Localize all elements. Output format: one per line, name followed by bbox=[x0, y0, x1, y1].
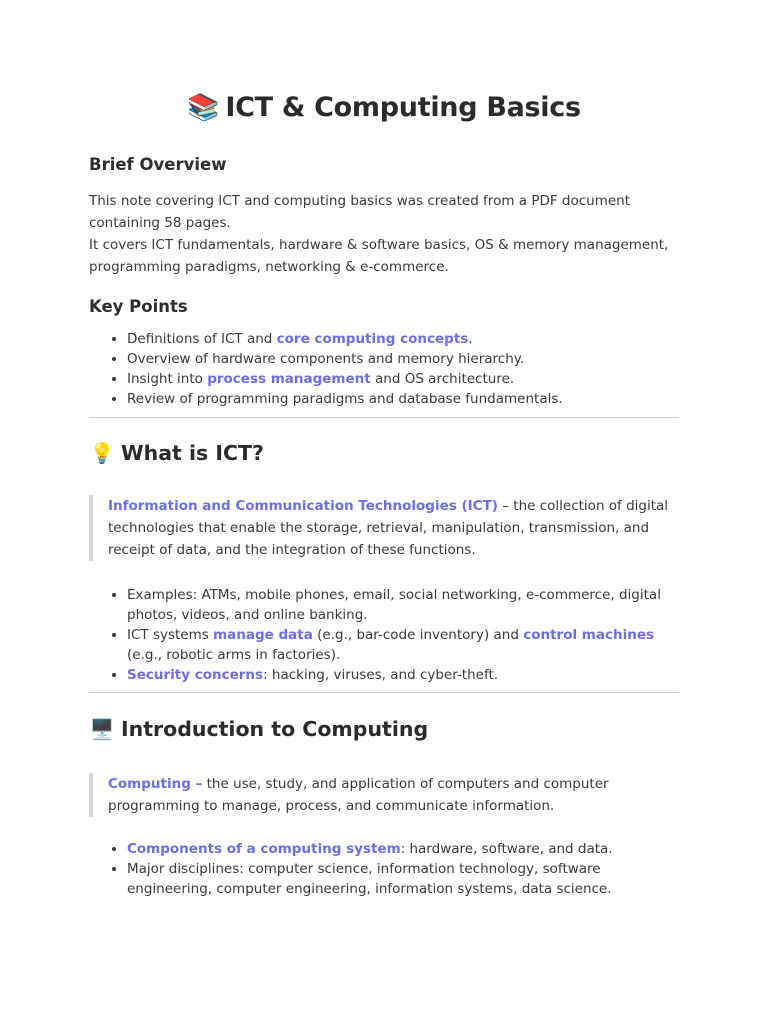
divider-1-wrap bbox=[89, 417, 679, 418]
desktop-computer-icon: 🖥️ bbox=[89, 717, 115, 741]
computing-quote-wrap bbox=[89, 773, 679, 817]
divider-2-wrap bbox=[89, 692, 679, 693]
list-item: • Definitions of ICT and core computing concepts. bbox=[127, 329, 679, 349]
computing-definition-quote: Computing – the use, study, and application of computers and computer programming to manage, process, and communicate information. bbox=[89, 773, 679, 817]
key-points-section bbox=[89, 297, 679, 316]
computing-list bbox=[89, 839, 679, 899]
components-link[interactable]: Components of a computing system bbox=[127, 841, 401, 857]
ict-list-wrap bbox=[89, 585, 679, 685]
control-machines-link[interactable]: control machines bbox=[523, 627, 655, 643]
computing-list-wrap bbox=[89, 839, 679, 899]
ict-list bbox=[89, 585, 679, 685]
key-points-list bbox=[89, 329, 679, 409]
core-computing-concepts-link[interactable]: core computing concepts bbox=[276, 331, 469, 347]
ict-quote-wrap bbox=[89, 495, 679, 561]
computing-section bbox=[89, 717, 679, 741]
list-item: • Overview of hardware components and memory hierarchy. bbox=[127, 349, 679, 369]
page-title: 📚 ICT & Computing Basics bbox=[187, 92, 581, 123]
divider bbox=[89, 692, 679, 693]
computing-heading: 🖥️ Introduction to Computing bbox=[89, 717, 429, 741]
overview-line-2: It covers ICT fundamentals, hardware & software basics, OS & memory management, programming paradigms, networking & e-commerce. bbox=[89, 237, 669, 275]
key-points-heading: Key Points bbox=[89, 297, 188, 316]
process-management-link[interactable]: process management bbox=[207, 371, 371, 387]
overview-heading: Brief Overview bbox=[89, 155, 227, 174]
security-concerns-link[interactable]: Security concerns bbox=[127, 667, 264, 683]
overview-section bbox=[89, 155, 679, 174]
list-item: • Major disciplines: computer science, information technology, software engineering, computer engineering, information systems, data science. bbox=[127, 859, 679, 899]
list-item: • ICT systems manage data (e.g., bar-code inventory) and control machines (e.g., robotic arms in factories). bbox=[127, 625, 679, 665]
lightbulb-icon: 💡 bbox=[89, 441, 115, 465]
computing-term-link[interactable]: Computing – bbox=[108, 776, 203, 792]
divider bbox=[89, 417, 679, 418]
list-item: • Components of a computing system: hardware, software, and data. bbox=[127, 839, 679, 859]
list-item: • Insight into process management and OS architecture. bbox=[127, 369, 679, 389]
ict-section bbox=[89, 441, 679, 465]
manage-data-link[interactable]: manage data bbox=[213, 627, 313, 643]
overview-line-1: This note covering ICT and computing basics was created from a PDF document containing 58 pages. bbox=[89, 193, 631, 231]
list-item: • Review of programming paradigms and database fundamentals. bbox=[127, 389, 679, 409]
ict-term-link[interactable]: Information and Communication Technologies (ICT) bbox=[108, 498, 498, 514]
key-points-list-wrap bbox=[89, 329, 679, 409]
overview-body bbox=[89, 190, 679, 278]
books-icon: 📚 bbox=[187, 93, 220, 123]
ict-heading: 💡 What is ICT? bbox=[89, 441, 264, 465]
list-item: • Examples: ATMs, mobile phones, email, social networking, e-commerce, digital photos, videos, and online banking. bbox=[127, 585, 679, 625]
ict-definition-quote: Information and Communication Technologies (ICT) – the collection of digital technologies that enable the storage, retrieval, manipulation, transmission, and receipt of data, and the integration of these functions. bbox=[89, 495, 679, 561]
list-item: • Security concerns: hacking, viruses, and cyber-theft. bbox=[127, 665, 679, 685]
